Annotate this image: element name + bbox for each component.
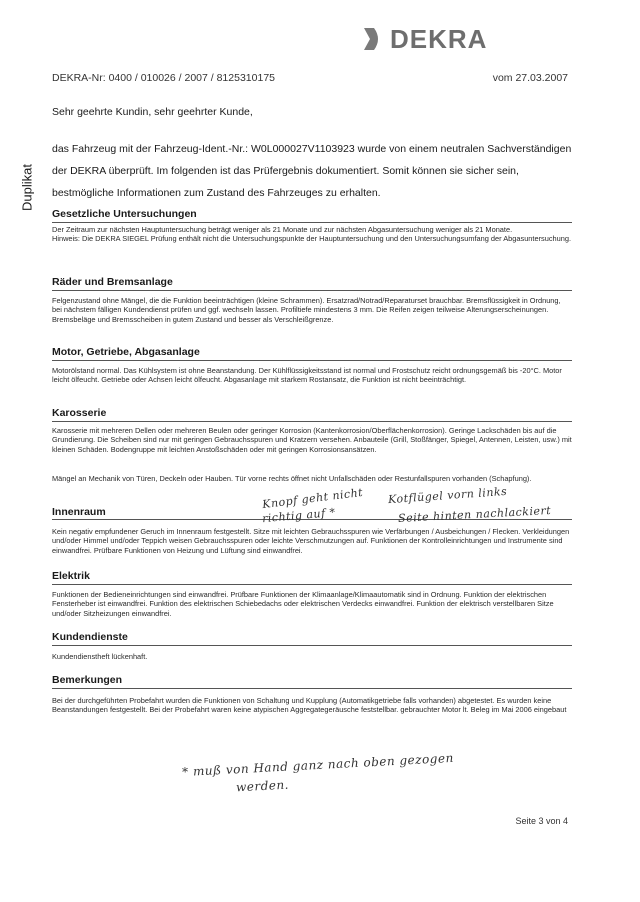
dekra-logo <box>362 22 488 58</box>
handwritten-note-nachlackiert: Seite hinten nachlackiert <box>397 504 552 525</box>
section-text-elektrik: Funktionen der Bedieneinrichtungen sind einwandfrei. Prüfbare Funktionen der Klimaanlage/Klimaautomatik sind in Ordnung. Funktion der elektrischen Fensterheber ist einwandfrei. Funktion des elektrischen Schiebedachs oder elektrischen Verdecks einwandfrei. Funktion der elektrisch verstellbaren Sitze und/oder Sitzheizungen einwandfrei. <box>52 590 554 618</box>
section-divider <box>52 645 572 646</box>
section-text-motor-getriebe: Motorölstand normal. Das Kühlsystem ist ohne Beanstandung. Der Kühlflüssigkeitsstand ist normal und Frostschutz reicht ordnungsgemäß bis -20°C. Motor leicht ölfeucht. Getriebe oder Achsen leicht ölfeucht. Abgasanlage mit starkem Rostansatz, die Funktion ist nicht beeinträchtigt. <box>52 366 562 385</box>
section-divider <box>52 421 572 422</box>
section-title-bemerkungen: Bemerkungen <box>52 674 123 686</box>
salutation: Sehr geehrte Kundin, sehr geehrter Kunde, <box>52 106 253 118</box>
page-number: Seite 3 von 4 <box>515 816 568 826</box>
section-text-innenraum: Kein negativ empfundener Geruch im Innenraum festgestellt. Sitze mit leichten Gebrauchsspuren wie Verfärbungen / Ausbeichungen / Flecken. Verkleidungen und/oder Himmel und/oder Teppich weisen Gebrauchsspuren oder leichte Verschmutzungen auf. Funktionen der Kontrolleinrichtungen und Instrumente sind einwandfrei. Prüfbare Funktionen von Heizung und Lüftung sind einwandfrei. <box>52 527 570 555</box>
section-divider <box>52 222 572 223</box>
section-text-gesetzliche-untersuchungen: Der Zeitraum zur nächsten Hauptuntersuchung beträgt weniger als 21 Monate und zur nächsten Abgasuntersuchung weniger als 21 Monate. Hinweis: Die DEKRA SIEGEL Prüfung enthält nicht die Untersuchungspunkte der Hauptuntersuchung und den Untersuchungsumfang der Abgasuntersuchung. <box>52 225 572 244</box>
handwritten-footnote-line-2: werden. <box>235 777 290 795</box>
dekra-reference-number: DEKRA-Nr: 0400 / 010026 / 2007 / 8125310175 <box>52 72 275 84</box>
intro-paragraph: das Fahrzeug mit der Fahrzeug-Ident.-Nr.: W0L000027V1103923 wurde von einem neutralen Sachverständigen der DEKRA überprüft. Im folgenden ist das Prüfergebnis dokumentiert. Somit können sie sicher sein, bestmögliche Informationen zum Zustand des Fahrzeuges zu erhalten. <box>52 143 572 199</box>
section-divider <box>52 290 572 291</box>
section-title-gesetzliche-untersuchungen: Gesetzliche Untersuchungen <box>52 208 197 220</box>
handwritten-note-kotfluegel: Kotflügel vorn links <box>387 484 508 507</box>
section-divider <box>52 584 572 585</box>
section-text-karosserie: Karosserie mit mehreren Dellen oder mehreren Beulen oder geringer Korrosion (Kantenkorrosion/Oberflächenkorrosion). Geringe Lackschäden bis auf die Grundierung. Die Scheiben sind nur mit geringen Gebrauchsspuren und Kratzern versehen. Anbauteile (Grill, Stoßfänger, Spiegel, Antennen, Leisten, usw.) mit kleinen Schäden. Bodengruppe mit leichten Anstoßschäden oder mit geringen Korrosionsansätzen. <box>52 426 572 454</box>
duplikat-stamp <box>2 160 52 220</box>
section-divider <box>52 688 572 689</box>
section-title-motor-getriebe: Motor, Getriebe, Abgasanlage <box>52 346 200 358</box>
logo-text: DEKRA <box>390 24 488 54</box>
section-text-raeder-bremsanlage: Felgenzustand ohne Mängel, die die Funktion beeinträchtigen (kleine Schrammen). Ersatzrad/Notrad/Reparaturset brauchbar. Bremsflüssigkeit in Ordnung, bei nächstem fälligen Kundendienst prüfen und ggf. wechseln lassen. Profiltiefe mindestens 3 mm. Die Reifen zeigen teilweise Alterungserscheinungen. Bremsbeläge und Bremsscheiben in gutem Zustand und besser als Verschleißgrenze. <box>52 296 561 324</box>
document-date: vom 27.03.2007 <box>492 72 568 84</box>
section-text-karosserie-maengel: Mängel an Mechanik von Türen, Deckeln oder Hauben. Tür vorne rechts öffnet nicht Unfallschäden oder Restunfallspuren vorhanden (Schapfung). <box>52 474 532 483</box>
section-text-bemerkungen: Bei der durchgeführten Probefahrt wurden die Funktionen von Schaltung und Kupplung (Automatikgetriebe falls vorhanden) abgetestet. Es wurden keine Beanstandungen festgestellt. Bei der Probefahrt waren keine atypischen Aggregategeräusche feststellbar. gebrauchter Motor lt. Beleg im Mai 2006 eingebaut <box>52 696 567 715</box>
handwritten-note-richtig-auf: richtig auf * <box>261 505 337 526</box>
section-title-karosserie: Karosserie <box>52 407 107 419</box>
handwritten-note-knopf: Knopf geht nicht <box>261 485 364 512</box>
section-title-kundendienste: Kundendienste <box>52 631 128 643</box>
section-title-innenraum: Innenraum <box>52 506 106 518</box>
section-title-raeder-bremsanlage: Räder und Bremsanlage <box>52 276 173 288</box>
duplikat-label: Duplikat <box>19 164 35 211</box>
dekra-logo-mark-icon <box>362 26 384 52</box>
section-text-kundendienste: Kundendienstheft lückenhaft. <box>52 652 148 661</box>
section-title-elektrik: Elektrik <box>52 570 90 582</box>
section-divider <box>52 360 572 361</box>
handwritten-footnote-line-1: * muß von Hand ganz nach oben gezogen <box>181 750 455 780</box>
